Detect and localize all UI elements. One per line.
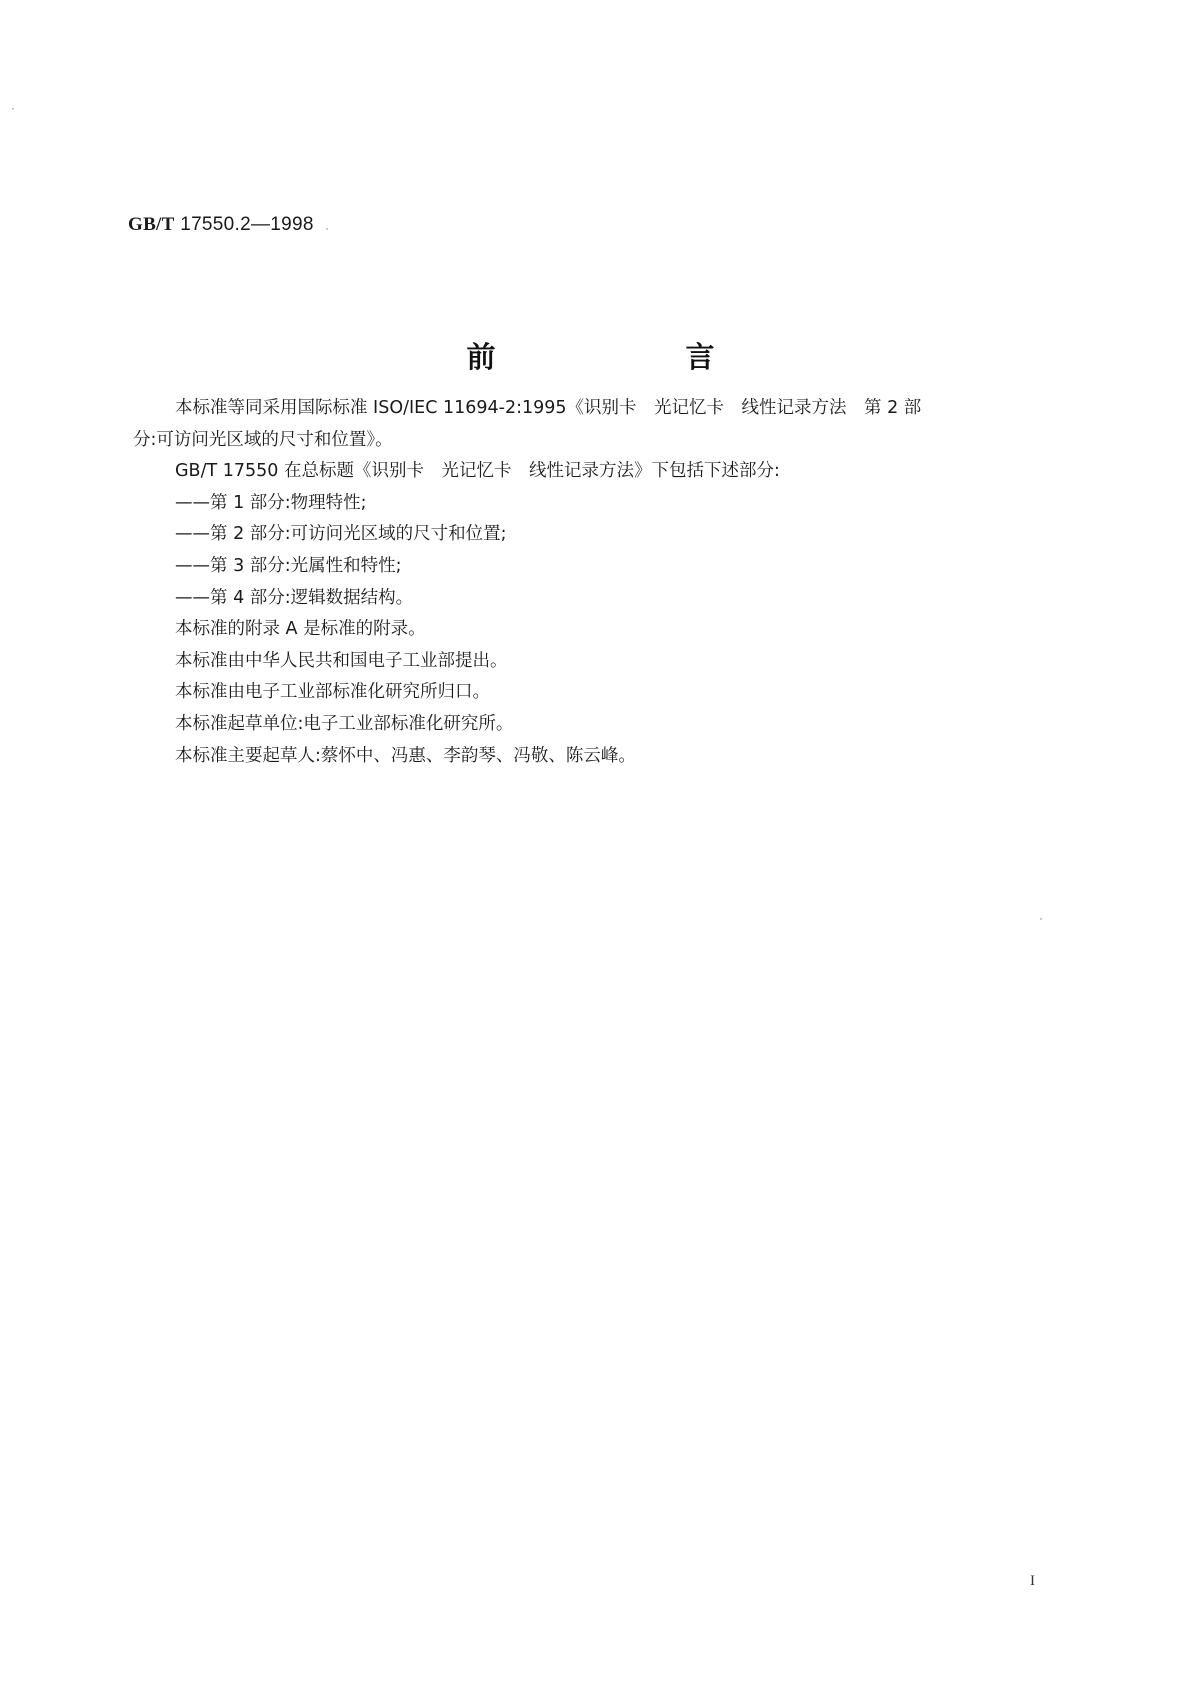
page-number: I: [1030, 1573, 1035, 1589]
paragraph-adoption-line1: 本标准等同采用国际标准 ISO/IEC 11694-2:1995《识别卡 光记忆卡 线性记录方法 第 2 部: [175, 398, 922, 418]
paragraph-parts-intro: GB/T 17550 在总标题《识别卡 光记忆卡 线性记录方法》下包括下述部分:: [175, 461, 780, 482]
list-item: ——第 1 部分:物理特性;: [175, 492, 367, 513]
page-title: 前 言: [466, 340, 805, 374]
standard-code: [128, 214, 314, 236]
paragraph-proposer: 本标准由中华人民共和国电子工业部提出。: [175, 650, 508, 671]
paragraph-centralized: 本标准由电子工业部标准化研究所归口。: [175, 682, 490, 703]
paragraph-drafting-unit: 本标准起草单位:电子工业部标准化研究所。: [175, 713, 514, 734]
paragraph-adoption-line2: 分:可访问光区域的尺寸和位置》。: [133, 429, 393, 450]
foreword-body: [133, 393, 1073, 772]
standard-number: 17550.2—1998: [180, 214, 314, 235]
paragraph-drafters: 本标准主要起草人:蔡怀中、冯惠、李韵琴、冯敬、陈云峰。: [175, 745, 636, 766]
scan-speck: [326, 228, 328, 230]
list-item: ——第 4 部分:逻辑数据结构。: [175, 587, 414, 608]
list-item: ——第 3 部分:光属性和特性;: [175, 555, 402, 576]
scan-speck: [1040, 918, 1042, 920]
paragraph-annex: 本标准的附录 A 是标准的附录。: [175, 619, 426, 640]
standard-prefix: GB/T: [128, 214, 175, 235]
list-item: ——第 2 部分:可访问光区域的尺寸和位置;: [175, 524, 507, 545]
scan-speck: [12, 108, 14, 110]
